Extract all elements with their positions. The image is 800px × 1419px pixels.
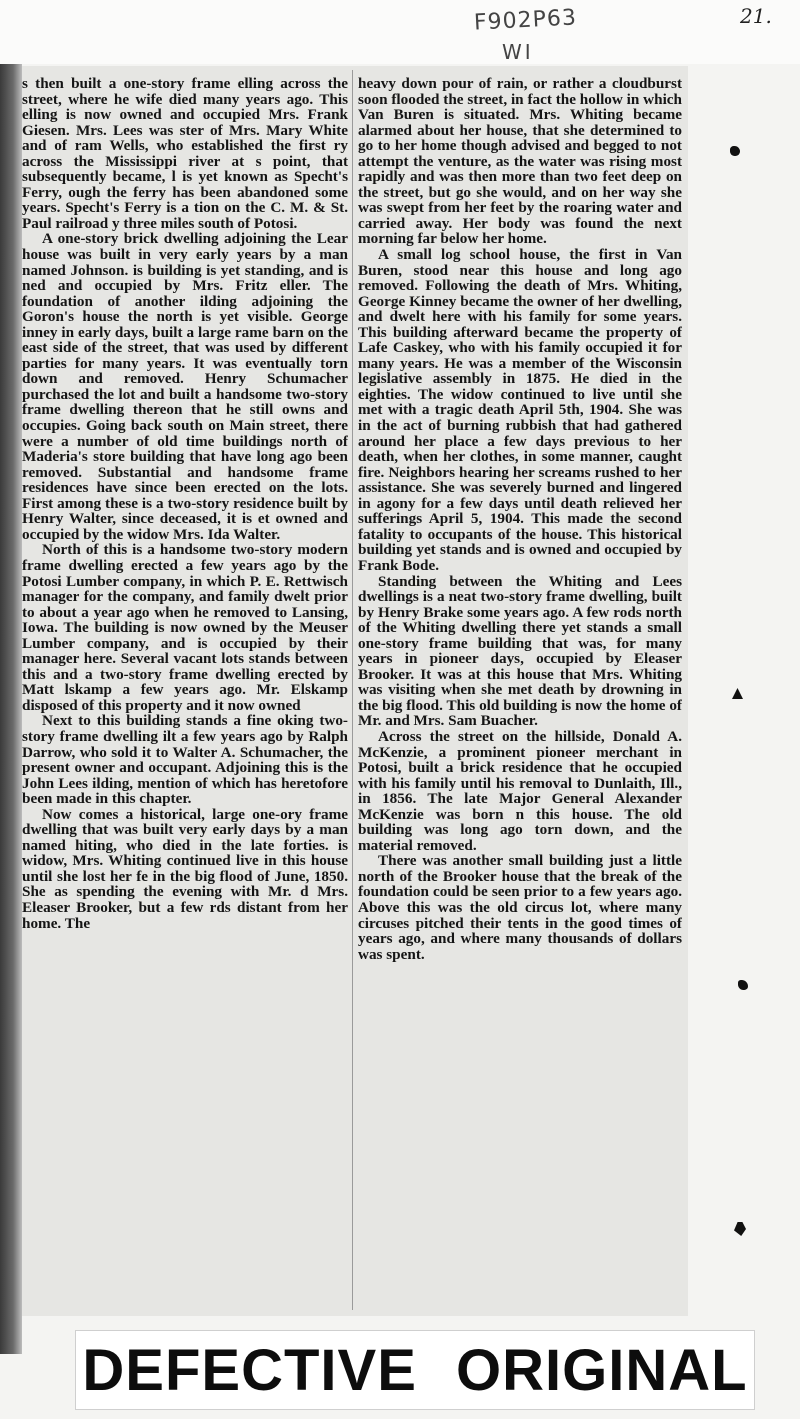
banner-text: DEFECTIVE ORIGINAL	[82, 1337, 748, 1403]
state-code: WI	[502, 40, 534, 64]
paragraph: North of this is a handsome two-story modern frame dwelling erected a few years ago by the Potosi Lumber company, in which P. E. Rettwisch manager for the company, and family dwelt prior to about a year ago when he removed to Lansing, Iowa. The building is now owned by the Meuser Lumber company, and is occupied by their manager here. Several vacant lots stands between this and a two-story frame dwelling erected by Matt lskamp a few years ago. Mr. Elskamp disposed of this property and it now owned	[22, 541, 348, 714]
paragraph: Next to this building stands a fine oking two-story frame dwelling ilt a few years ago by Ralph Darrow, who sold it to Walter A. Schumacher, the present owner and occupant. Adjoining this is the John Lees ilding, mention of which has heretofore been made in this chapter.	[22, 712, 348, 808]
torn-left-edge	[0, 64, 22, 1354]
paragraph: A one-story brick dwelling adjoining the Lear house was built in very early years by a man named Johnson. is building is yet standing, and is ned and occupied by Mrs. Fritz eller. The foundation of another ilding adjoining the Goron's house the north is yet visible. George inney in early days, built a large rame barn on the east side of the street, that was used by different parties for many years. It was eventually torn down and removed. Henry Schumacher purchased the lot and built a handsome two-story frame dwelling thereon that he still owns and occupies. Going back south on Main street, there were a number of old time buildings north of Maderia's store building that have long ago been removed. Substantial and handsome frame residences have since been erected on the lots. First among these is a two-story residence built by Henry Walter, since deceased, it is et owned and occupied by the widow Mrs. Ida Walter.	[22, 230, 348, 543]
paragraph: There was another small building just a little north of the Brooker house that the break of the foundation could be seen prior to a few years ago. Above this was the old circus lot, where many circuses pitched their tents in the good times of years ago, and where many thousands of dollars was spent.	[358, 852, 682, 963]
handwritten-catalog-note	[473, 5, 604, 68]
ink-blot-mark	[738, 980, 748, 990]
paragraph: Now comes a historical, large one-ory frame dwelling that was built very early days by a man named hiting, who died in the late forties. is widow, Mrs. Whiting continued live in this house until she lost her fe in the big flood of June, 1850. She as spending the evening with Mr. d Mrs. Eleaser Brooker, but a few rds distant from her home. The	[22, 805, 348, 932]
column-divider	[352, 70, 353, 1310]
article-column-right	[358, 76, 682, 1312]
page-number: 21.	[740, 4, 772, 28]
paragraph: A small log school house, the first in Van Buren, stood near this house and long ago removed. Following the death of Mrs. Whiting, George Kinney became the owner of her dwelling, and dwelt here with his family for some years. This building afterward became the property of Lafe Caskey, who with his family occupied it for many years. He was a member of the Wisconsin legislative assembly in 1875. He died in the eighties. The widow continued to live until she met with a tragic death April 5th, 1904. She was in the act of burning rubbish that had gathered around her place a few days previous to her death, when her clothes, in some manner, caught fire. Neighbors hearing her screams rushed to her assistance. She was severely burned and lingered in agony for a few days until death relieved her sufferings April 5, 1904. This made the second fatality to occupants of the house. This historical building yet stands and is owned and occupied by Frank Bode.	[358, 246, 682, 574]
paragraph: s then built a one-story frame elling across the street, where he wife died many years ago. This elling is now owned and occupied Mrs. Frank Giesen. Mrs. Lees was ster of Mrs. Mary White and of ram Wells, who established the first ry across the Mississippi river at s point, that subsequently became, l is yet known as Specht's Ferry, ough the ferry has been abandoned some years. Specht's Ferry is a tion on the C. M. & St. Paul railroad y three miles south of Potosi.	[22, 76, 348, 232]
paragraph: Standing between the Whiting and Lees dwellings is a neat two-story frame dwelling, built by Henry Brake some years ago. A few rods north of the Whiting dwelling there yet stands a small one-story frame building that was, for many years in pioneer days, occupied by Eleaser Brooker. It was at this house that Mrs. Whiting was visiting when she met death by drowning in the big flood. This old building is now the home of Mr. and Mrs. Sam Buacher.	[358, 572, 682, 730]
page-margin-top	[0, 0, 800, 64]
defective-original-banner	[75, 1330, 755, 1410]
ink-blot-mark	[732, 688, 743, 699]
ink-blot-mark	[730, 146, 740, 156]
paragraph: heavy down pour of rain, or rather a cloudburst soon flooded the street, in fact the hollow in which Van Buren is situated. Mrs. Whiting became alarmed about her house, that she determined to go to her home though advised and begged to not attempt the venture, as the water was rising most rapidly and was then more than two feet deep on the street, but go she would, and on her way she was swept from her feet by the roaring water and carried away. Her body was found the next morning far below her home.	[358, 76, 682, 248]
paragraph: Across the street on the hillside, Donald A. McKenzie, a prominent pioneer merchant in Potosi, built a brick residence that he occupied with his family until his removal to Dunlaith, Ill., in 1856. The late Major General Alexander McKenzie was born n this house. The old building was long ago torn down, and the material removed.	[358, 727, 682, 854]
article-column-left	[22, 76, 348, 1312]
ink-blot-mark	[734, 1222, 746, 1236]
newspaper-clipping	[22, 66, 688, 1316]
catalog-code: F902P63	[473, 5, 578, 36]
